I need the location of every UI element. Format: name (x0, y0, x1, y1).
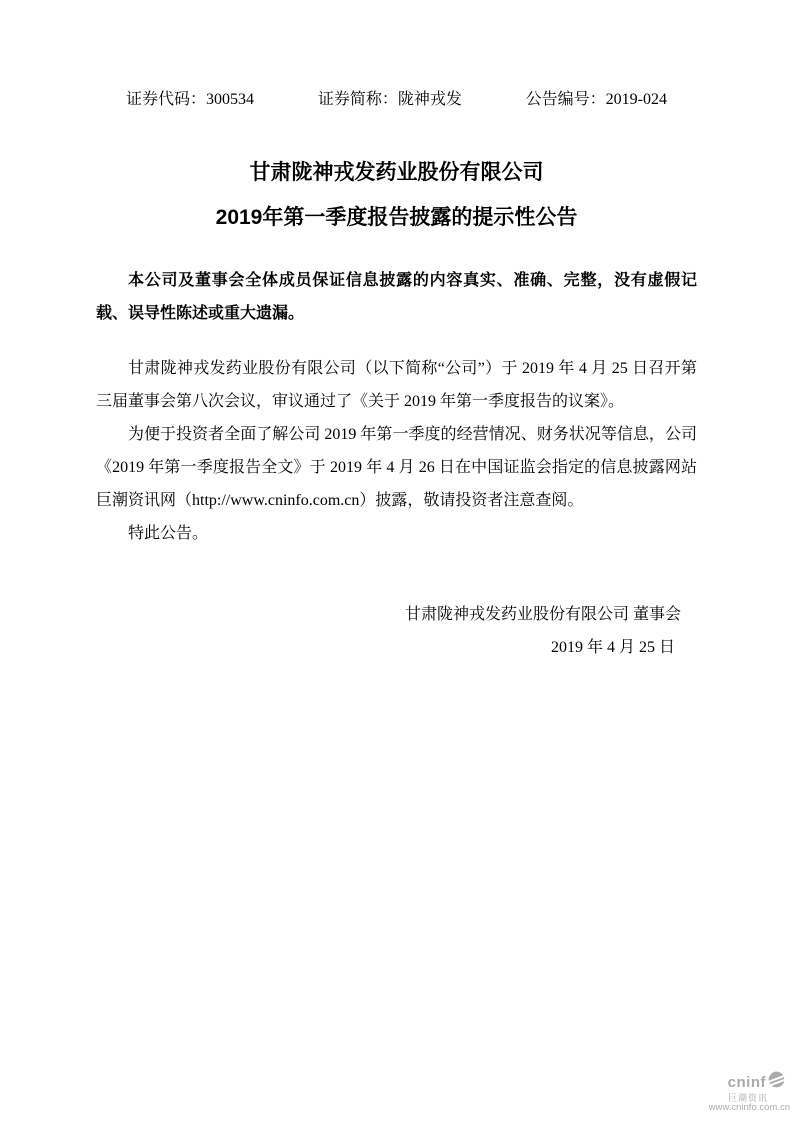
cninfo-swirl-icon (767, 1071, 786, 1093)
announcement-subject-title: 2019年第一季度报告披露的提示性公告 (215, 206, 578, 229)
announcement-number: 公告编号：2019-024 (525, 91, 667, 108)
document-title-block (96, 150, 697, 240)
cninfo-watermark (706, 1073, 790, 1114)
security-abbr: 证券简称：陇神戎发 (317, 91, 462, 108)
cninfo-brand-cn: 巨潮资讯 (727, 1093, 768, 1104)
cninfo-url: www.cninfo.com.cn (708, 1102, 790, 1114)
disclosure-paragraph: 为便于投资者全面了解公司 2019 年第一季度的经营情况、财务状况等信息，公司《2019 年第一季度报告全文》于 2019 年 4 月 26 日在中国证监会指定的信息披露网站巨潮资讯网（http://www.cninfo.com.cn）披露，敬请投资者注意查阅。 (96, 426, 697, 509)
document-header (96, 90, 697, 110)
company-name-title: 甘肃陇神戎发药业股份有限公司 (249, 161, 544, 184)
signature-date: 2019 年 4 月 25 日 (550, 639, 675, 656)
cninfo-logo-row (706, 1073, 790, 1093)
cninfo-logo-text: cninf (727, 1073, 766, 1091)
board-meeting-paragraph: 甘肃陇神戎发药业股份有限公司（以下简称“公司”）于 2019 年 4 月 25 日召开第三届董事会第八次会议，审议通过了《关于 2019 年第一季度报告的议案》。 (96, 360, 697, 410)
security-code: 证券代码：300534 (126, 91, 255, 108)
closing-line: 特此公告。 (128, 525, 209, 542)
signature-company: 甘肃陇神戎发药业股份有限公司 董事会 (404, 606, 681, 623)
board-guarantee-statement: 本公司及董事会全体成员保证信息披露的内容真实、准确、完整，没有虚假记载、误导性陈述或重大遗漏。 (96, 272, 697, 322)
